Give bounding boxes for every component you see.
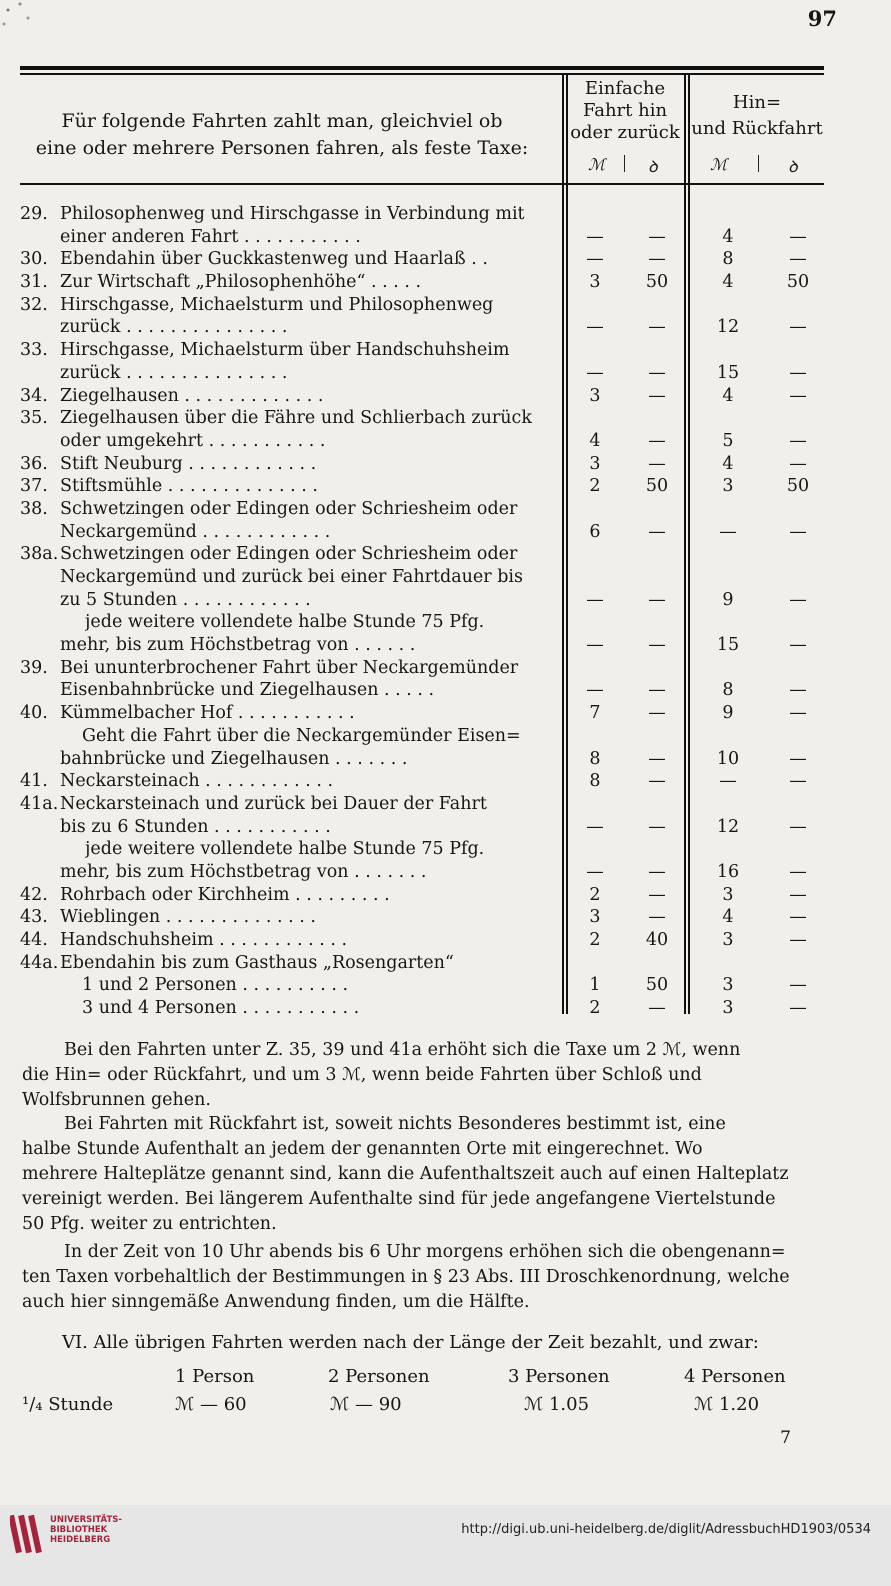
digitization-footer [0, 1505, 891, 1586]
round-trip-pfennig: — [789, 680, 807, 701]
single-trip-pfennig: — [648, 589, 666, 610]
row-destination: Schwetzingen oder Edingen oder Schriesheim oder [60, 544, 518, 565]
single-trip-mark: — [586, 249, 604, 270]
header-line: eine oder mehrere Personen fahren, als feste Taxe: [35, 137, 529, 159]
single-trip-mark: 3 [589, 453, 601, 474]
paragraph-waiting [22, 1112, 834, 1237]
paragraph-surcharge [22, 1038, 834, 1113]
single-trip-mark: — [586, 317, 604, 338]
table-row [20, 884, 824, 907]
round-trip-mark: 4 [722, 453, 734, 474]
table-row [20, 521, 824, 544]
table-row [20, 952, 824, 975]
table-row [20, 203, 824, 226]
paragraph-line: Wolfsbrunnen gehen. [22, 1090, 211, 1110]
round-trip-pfennig: 50 [786, 272, 810, 293]
table-top-rule [20, 66, 824, 70]
table-row [20, 475, 824, 498]
table-row [20, 566, 824, 589]
row-destination: bis zu 6 Stunden . . . . . . . . . . . [60, 816, 331, 837]
time-table-header: 2 Personen [328, 1366, 430, 1387]
round-trip-mark: 9 [722, 703, 734, 724]
single-trip-pfennig: — [648, 385, 666, 406]
round-trip-pfennig: — [789, 907, 807, 928]
row-number: 38. [20, 498, 48, 519]
row-destination: 1 und 2 Personen . . . . . . . . . . [82, 975, 349, 996]
row-number: 44a. [20, 952, 59, 973]
round-trip-mark: 3 [722, 998, 734, 1019]
section-vi-intro: VI. Alle übrigen Fahrten werden nach der Länge der Zeit bezahlt, und zwar: [62, 1332, 759, 1353]
single-trip-mark: — [586, 816, 604, 837]
fare-table-body [20, 203, 824, 1020]
row-number: 33. [20, 340, 48, 361]
row-destination: Kümmelbacher Hof . . . . . . . . . . . [60, 703, 355, 724]
table-row [20, 385, 824, 408]
round-trip-mark: 4 [722, 385, 734, 406]
table-top-rule-thin [20, 73, 824, 75]
single-trip-mark: — [586, 362, 604, 383]
header-round-trip [690, 90, 824, 142]
round-trip-mark: 3 [722, 975, 734, 996]
row-number: 35. [20, 408, 48, 429]
round-trip-pfennig: — [789, 317, 807, 338]
table-row [20, 430, 824, 453]
table-header-rule [20, 183, 824, 185]
row-destination: Stiftsmühle . . . . . . . . . . . . . . [60, 476, 318, 497]
table-row [20, 362, 824, 385]
row-destination: zurück . . . . . . . . . . . . . . . [60, 317, 288, 338]
header-single-trip [566, 78, 684, 144]
library-name-line: HEIDELBERG [50, 1535, 111, 1545]
single-trip-pfennig: — [648, 861, 666, 882]
row-destination: Bei ununterbrochener Fahrt über Neckargemünder [60, 657, 519, 678]
table-row [20, 543, 824, 566]
table-row [20, 816, 824, 839]
row-number: 43. [20, 907, 48, 928]
table-row [20, 997, 824, 1020]
single-trip-pfennig: 50 [645, 975, 669, 996]
row-destination: jede weitere vollendete halbe Stunde 75 Pfg. [85, 612, 485, 633]
table-row [20, 226, 824, 249]
table-row [20, 679, 824, 702]
unit-mark: ℳ [588, 155, 606, 174]
row-destination: Wieblingen . . . . . . . . . . . . . . [60, 907, 316, 928]
table-row [20, 657, 824, 680]
single-trip-pfennig: — [648, 907, 666, 928]
round-trip-mark: — [719, 771, 737, 792]
round-trip-pfennig: — [789, 453, 807, 474]
single-trip-mark: 4 [589, 430, 601, 451]
single-trip-pfennig: — [648, 680, 666, 701]
table-row [20, 294, 824, 317]
row-number: 42. [20, 884, 48, 905]
header-line: Für folgende Fahrten zahlt man, gleichviel ob [61, 110, 503, 132]
page-number: 97 [807, 6, 837, 31]
round-trip-pfennig: — [789, 385, 807, 406]
single-trip-mark: — [586, 635, 604, 656]
unit-separator [624, 155, 625, 172]
round-trip-pfennig: — [789, 930, 807, 950]
row-number: 31. [20, 272, 48, 293]
round-trip-mark: 15 [716, 362, 740, 383]
row-destination: Neckarsteinach . . . . . . . . . . . . [60, 771, 334, 792]
single-trip-mark: 3 [589, 385, 601, 406]
row-destination: Ebendahin bis zum Gasthaus „Rosengarten“ [60, 952, 454, 973]
source-url[interactable]: http://digi.ub.uni-heidelberg.de/diglit/AdressbuchHD1903/0534 [461, 1522, 871, 1537]
single-trip-mark: 8 [589, 748, 601, 769]
scan-speckles [0, 0, 40, 40]
unit-pfennig: ꝺ [648, 157, 658, 176]
paragraph-line: mehrere Halteplätze genannt sind, kann die Aufenthaltszeit auch auf einen Halteplatz [22, 1164, 789, 1184]
single-trip-mark: 7 [589, 703, 601, 724]
row-number: 41a. [20, 793, 59, 814]
paragraph-line: vereinigt werden. Bei längerem Aufenthalte sind für jede angefangene Viertelstunde [22, 1189, 776, 1209]
table-row [20, 407, 824, 430]
single-trip-pfennig: — [648, 226, 666, 247]
row-number: 40. [20, 703, 48, 724]
single-trip-mark: 3 [589, 907, 601, 928]
round-trip-mark: 3 [722, 476, 734, 497]
row-number: 29. [20, 204, 48, 224]
paragraph-line: In der Zeit von 10 Uhr abends bis 6 Uhr morgens erhöhen sich die obengenann= [64, 1242, 786, 1262]
round-trip-pfennig: — [789, 748, 807, 769]
single-trip-pfennig: — [648, 771, 666, 792]
round-trip-pfennig: 50 [786, 476, 810, 497]
round-trip-mark: 12 [716, 317, 740, 338]
row-destination: oder umgekehrt . . . . . . . . . . . [60, 430, 326, 451]
table-row [20, 974, 824, 997]
unit-pfennig: ꝺ [788, 157, 798, 176]
round-trip-pfennig: — [789, 816, 807, 837]
table-row [20, 702, 824, 725]
round-trip-mark: 15 [716, 635, 740, 656]
row-destination: Ziegelhausen . . . . . . . . . . . . . [60, 385, 324, 406]
single-trip-pfennig: — [648, 748, 666, 769]
table-header-description [22, 108, 542, 162]
round-trip-mark: 16 [716, 861, 740, 882]
row-destination: Neckarsteinach und zurück bei Dauer der Fahrt [60, 793, 487, 814]
round-trip-pfennig: — [789, 521, 807, 542]
round-trip-mark: 3 [722, 884, 734, 905]
single-trip-pfennig: — [648, 249, 666, 270]
table-row [20, 271, 824, 294]
single-trip-mark: 8 [589, 771, 601, 792]
unit-mark: ℳ [710, 155, 728, 174]
paragraph-line: auch hier sinngemäße Anwendung finden, um die Hälfte. [22, 1292, 530, 1312]
row-destination: 3 und 4 Personen . . . . . . . . . . . [82, 998, 360, 1019]
library-name-line: BIBLIOTHEK [50, 1525, 108, 1535]
time-table-value: ℳ 1.20 [694, 1394, 760, 1415]
round-trip-pfennig: — [789, 635, 807, 656]
row-destination: Zur Wirtschaft „Philosophenhöhe“ . . . . . [60, 272, 422, 293]
row-destination: Stift Neuburg . . . . . . . . . . . . [60, 453, 317, 474]
paragraph-line: Bei den Fahrten unter Z. 35, 39 und 41a erhöht sich die Taxe um 2 ℳ, wenn [64, 1040, 741, 1060]
table-row [20, 793, 824, 816]
table-row [20, 861, 824, 884]
single-trip-pfennig: 50 [645, 272, 669, 293]
row-number: 41. [20, 771, 48, 792]
sheet-number: 7 [780, 1428, 791, 1448]
single-trip-pfennig: — [648, 884, 666, 905]
round-trip-pfennig: — [789, 703, 807, 724]
row-destination: jede weitere vollendete halbe Stunde 75 Pfg. [85, 839, 485, 860]
row-destination: Ebendahin über Guckkastenweg und Haarlaß . . [60, 249, 488, 270]
row-destination: Ziegelhausen über die Fähre und Schlierbach zurück [60, 408, 532, 429]
single-trip-mark: — [586, 226, 604, 247]
single-trip-mark: 2 [589, 998, 601, 1019]
row-number: 37. [20, 476, 48, 497]
row-number: 30. [20, 249, 48, 270]
header-line: Fahrt hin [582, 100, 668, 121]
row-destination: einer anderen Fahrt . . . . . . . . . . . [60, 226, 361, 247]
paragraph-line: halbe Stunde Aufenthalt an jedem der genannten Orte mit eingerechnet. Wo [22, 1139, 703, 1159]
single-trip-mark: — [586, 589, 604, 610]
round-trip-mark: 9 [722, 589, 734, 610]
single-trip-mark: — [586, 861, 604, 882]
table-row [20, 453, 824, 476]
row-destination: Neckargemünd . . . . . . . . . . . . [60, 521, 331, 542]
library-name-line: UNIVERSITÄTS- [50, 1515, 122, 1525]
time-table-row-label: ¹/₄ Stunde [22, 1394, 114, 1415]
row-number: 38a. [20, 544, 59, 565]
round-trip-mark: 4 [722, 226, 734, 247]
single-trip-mark: 3 [589, 272, 601, 293]
table-row [20, 748, 824, 771]
row-destination: mehr, bis zum Höchstbetrag von . . . . . . . [60, 861, 427, 882]
table-row [20, 634, 824, 657]
table-row [20, 316, 824, 339]
single-trip-mark: 2 [589, 884, 601, 905]
single-trip-mark: 2 [589, 930, 601, 950]
header-line: Hin= [732, 92, 782, 113]
row-destination: Schwetzingen oder Edingen oder Schriesheim oder [60, 498, 518, 519]
row-destination: zu 5 Stunden . . . . . . . . . . . . [60, 589, 311, 610]
single-trip-mark: 6 [589, 521, 601, 542]
row-number: 44. [20, 930, 48, 950]
time-table-header: 1 Person [175, 1366, 255, 1387]
row-destination: mehr, bis zum Höchstbetrag von . . . . . . [60, 635, 416, 656]
row-destination: zurück . . . . . . . . . . . . . . . [60, 362, 288, 383]
single-trip-pfennig: — [648, 317, 666, 338]
table-row [20, 248, 824, 271]
table-row [20, 611, 824, 634]
single-trip-pfennig: — [648, 521, 666, 542]
table-row [20, 725, 824, 748]
round-trip-pfennig: — [789, 249, 807, 270]
round-trip-pfennig: — [789, 589, 807, 610]
round-trip-mark: 10 [716, 748, 740, 769]
single-trip-pfennig: — [648, 362, 666, 383]
header-line: oder zurück [570, 122, 680, 143]
row-destination: bahnbrücke und Ziegelhausen . . . . . . . [60, 748, 408, 769]
time-table-value: ℳ 1.05 [524, 1394, 590, 1415]
paragraph-line: Bei Fahrten mit Rückfahrt ist, soweit nichts Besonderes bestimmt ist, eine [64, 1114, 726, 1134]
time-table-value: ℳ — 90 [330, 1394, 402, 1415]
round-trip-mark: 3 [722, 930, 734, 950]
row-number: 34. [20, 385, 48, 406]
university-library-logo-icon [10, 1511, 42, 1557]
row-destination: Hirschgasse, Michaelsturm über Handschuhsheim [60, 340, 510, 361]
single-trip-pfennig: 50 [645, 476, 669, 497]
table-row [20, 838, 824, 861]
time-table-value: ℳ — 60 [175, 1394, 247, 1415]
unit-separator [758, 155, 759, 172]
round-trip-mark: 8 [722, 249, 734, 270]
single-trip-mark: 1 [589, 975, 601, 996]
round-trip-pfennig: — [789, 861, 807, 882]
table-row [20, 929, 824, 952]
row-destination: Eisenbahnbrücke und Ziegelhausen . . . . . [60, 680, 435, 701]
single-trip-pfennig: — [648, 635, 666, 656]
round-trip-pfennig: — [789, 362, 807, 383]
round-trip-pfennig: — [789, 771, 807, 792]
row-number: 39. [20, 657, 48, 678]
table-row [20, 339, 824, 362]
round-trip-mark: 5 [722, 430, 734, 451]
table-row [20, 770, 824, 793]
round-trip-mark: 4 [722, 907, 734, 928]
round-trip-mark: 4 [722, 272, 734, 293]
row-destination: Neckargemünd und zurück bei einer Fahrtdauer bis [60, 567, 523, 587]
round-trip-pfennig: — [789, 975, 807, 996]
round-trip-pfennig: — [789, 998, 807, 1019]
row-destination: Geht die Fahrt über die Neckargemünder Eisen= [82, 725, 521, 746]
header-line: Einfache [584, 78, 666, 99]
single-trip-mark: 2 [589, 476, 601, 497]
single-trip-pfennig: — [648, 430, 666, 451]
row-destination: Handschuhsheim . . . . . . . . . . . . [60, 930, 348, 950]
table-row [20, 906, 824, 929]
row-number: 32. [20, 294, 48, 315]
row-destination: Rohrbach oder Kirchheim . . . . . . . . . [60, 884, 390, 905]
paragraph-line: 50 Pfg. weiter zu entrichten. [22, 1214, 277, 1234]
library-name [50, 1515, 122, 1545]
single-trip-mark: — [586, 680, 604, 701]
single-trip-pfennig: 40 [645, 930, 669, 950]
header-line: und Rückfahrt [691, 118, 823, 139]
paragraph-line: die Hin= oder Rückfahrt, und um 3 ℳ, wenn beide Fahrten über Schloß und [22, 1065, 702, 1085]
time-table-header: 4 Personen [684, 1366, 786, 1387]
round-trip-mark: 12 [716, 816, 740, 837]
paragraph-line: ten Taxen vorbehaltlich der Bestimmungen in § 23 Abs. III Droschkenordnung, welche [22, 1267, 790, 1287]
round-trip-mark: — [719, 521, 737, 542]
single-trip-pfennig: — [648, 998, 666, 1019]
row-destination: Philosophenweg und Hirschgasse in Verbindung mit [60, 204, 525, 224]
table-row [20, 589, 824, 612]
single-trip-pfennig: — [648, 816, 666, 837]
table-row [20, 498, 824, 521]
single-trip-pfennig: — [648, 703, 666, 724]
round-trip-pfennig: — [789, 430, 807, 451]
paragraph-night [22, 1240, 834, 1315]
round-trip-pfennig: — [789, 226, 807, 247]
row-destination: Hirschgasse, Michaelsturm und Philosophenweg [60, 294, 494, 315]
round-trip-pfennig: — [789, 884, 807, 905]
round-trip-mark: 8 [722, 680, 734, 701]
single-trip-pfennig: — [648, 453, 666, 474]
time-table-header: 3 Personen [508, 1366, 610, 1387]
row-number: 36. [20, 453, 48, 474]
